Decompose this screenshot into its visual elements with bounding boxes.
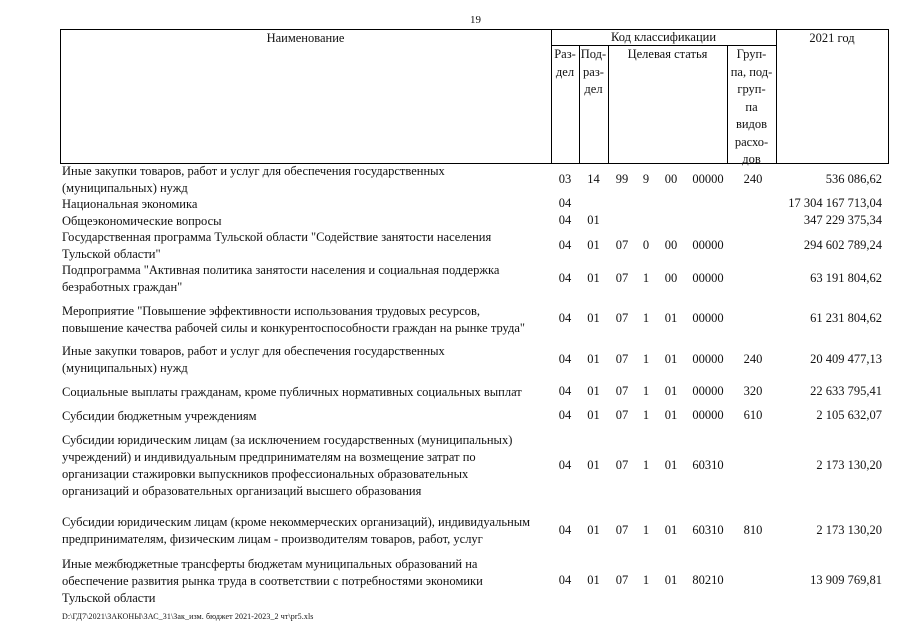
cell-amount: 2 173 130,20 bbox=[816, 458, 882, 472]
cell-razdel: 04 bbox=[558, 458, 572, 472]
cell-target-program: 07 bbox=[615, 573, 629, 587]
cell-target-direction: 00000 bbox=[692, 238, 724, 252]
cell-podrazdel: 01 bbox=[587, 384, 600, 398]
cell-amount: 536 086,62 bbox=[825, 172, 882, 186]
cell-target-direction: 60310 bbox=[692, 458, 724, 472]
cell-amount: 294 602 789,24 bbox=[803, 238, 882, 252]
row-name: Подпрограмма "Активная политика занятости населения и социальная поддержка безработных граждан" bbox=[62, 263, 500, 294]
cell-target-subprogram: 1 bbox=[642, 458, 650, 472]
header-code-group: Код классификации bbox=[610, 30, 717, 44]
table-row bbox=[0, 196, 905, 213]
cell-razdel: 04 bbox=[558, 408, 572, 422]
cell-target-program: 07 bbox=[615, 458, 629, 472]
cell-amount: 63 191 804,62 bbox=[810, 271, 882, 285]
cell-target-event: 01 bbox=[664, 384, 678, 398]
row-name: Национальная экономика bbox=[62, 197, 198, 211]
table-row bbox=[0, 163, 905, 197]
cell-target-subprogram: 1 bbox=[642, 523, 650, 537]
cell-amount: 20 409 477,13 bbox=[810, 352, 882, 366]
table-row bbox=[0, 229, 905, 263]
cell-podrazdel: 01 bbox=[587, 458, 600, 472]
cell-podrazdel: 01 bbox=[587, 238, 600, 252]
cell-target-subprogram: 1 bbox=[642, 384, 650, 398]
cell-target-event: 01 bbox=[664, 523, 678, 537]
page-number: 19 bbox=[470, 14, 481, 26]
header-name: Наименование bbox=[266, 31, 345, 45]
cell-razdel: 04 bbox=[558, 213, 572, 227]
row-name: Мероприятие "Повышение эффективности использования трудовых ресурсов, повышение качества рабочей силы и конкурентоспособности граждан на рынке труда" bbox=[62, 304, 526, 335]
cell-target-subprogram: 1 bbox=[642, 352, 650, 366]
cell-razdel: 04 bbox=[558, 196, 572, 210]
cell-target-event: 00 bbox=[664, 172, 678, 186]
cell-podrazdel: 01 bbox=[587, 311, 600, 325]
cell-expense-type: 240 bbox=[743, 172, 763, 186]
cell-expense-type: 810 bbox=[743, 523, 763, 537]
cell-target-subprogram: 1 bbox=[642, 271, 650, 285]
row-name: Иные межбюджетные трансферты бюджетам муниципальных образований на обеспечение развития рынка труда в соответствии с потребностями экономики Тульской области bbox=[62, 557, 483, 605]
header-podrazdel: Под- раз- дел bbox=[580, 47, 607, 96]
cell-podrazdel: 01 bbox=[587, 352, 600, 366]
cell-expense-type: 240 bbox=[743, 352, 763, 366]
row-name: Иные закупки товаров, работ и услуг для обеспечения государственных (муниципальных) нужд bbox=[62, 164, 445, 195]
cell-target-program: 07 bbox=[615, 523, 629, 537]
cell-target-program: 07 bbox=[615, 311, 629, 325]
header-group: Груп- па, под- груп- па видов расхо- дов bbox=[730, 47, 773, 166]
cell-podrazdel: 01 bbox=[587, 523, 600, 537]
cell-razdel: 04 bbox=[558, 238, 572, 252]
cell-razdel: 04 bbox=[558, 352, 572, 366]
table-row bbox=[0, 303, 905, 337]
cell-target-program: 07 bbox=[615, 384, 629, 398]
row-name: Государственная программа Тульской области "Содействие занятости населения Тульской области" bbox=[62, 230, 492, 261]
cell-target-event: 01 bbox=[664, 352, 678, 366]
cell-target-program: 07 bbox=[615, 271, 629, 285]
cell-amount: 17 304 167 713,04 bbox=[788, 196, 882, 210]
cell-podrazdel: 01 bbox=[587, 271, 600, 285]
cell-target-program: 07 bbox=[615, 238, 629, 252]
header-year: 2021 год bbox=[809, 31, 855, 45]
cell-target-event: 01 bbox=[664, 458, 678, 472]
cell-target-subprogram: 1 bbox=[642, 573, 650, 587]
cell-podrazdel: 01 bbox=[587, 213, 600, 227]
table-row bbox=[0, 262, 905, 296]
cell-razdel: 03 bbox=[558, 172, 572, 186]
cell-target-program: 99 bbox=[615, 172, 629, 186]
table-row bbox=[0, 384, 905, 401]
cell-target-subprogram: 9 bbox=[642, 172, 650, 186]
file-path-footer: D:\ГД7\2021\ЗАКОНЫ\ЗАС_31\Зак_изм. бюджет 2021-2023_2 чт\pr5.xls bbox=[62, 612, 314, 621]
cell-target-program: 07 bbox=[615, 408, 629, 422]
cell-target-event: 00 bbox=[664, 271, 678, 285]
cell-amount: 347 229 375,34 bbox=[803, 213, 882, 227]
table-row bbox=[0, 408, 905, 425]
cell-amount: 2 173 130,20 bbox=[816, 523, 882, 537]
cell-target-direction: 60310 bbox=[692, 523, 724, 537]
row-name: Общеэкономические вопросы bbox=[62, 214, 222, 228]
cell-target-subprogram: 0 bbox=[642, 238, 650, 252]
row-name: Субсидии бюджетным учреждениям bbox=[62, 409, 257, 423]
cell-target-direction: 00000 bbox=[692, 172, 724, 186]
cell-amount: 22 633 795,41 bbox=[810, 384, 882, 398]
row-name: Социальные выплаты гражданам, кроме публичных нормативных социальных выплат bbox=[62, 385, 522, 399]
cell-podrazdel: 14 bbox=[587, 172, 600, 186]
cell-target-direction: 00000 bbox=[692, 311, 724, 325]
cell-expense-type: 610 bbox=[743, 408, 763, 422]
cell-amount: 2 105 632,07 bbox=[816, 408, 882, 422]
cell-target-direction: 80210 bbox=[692, 573, 724, 587]
row-name: Субсидии юридическим лицам (за исключением государственных (муниципальных) учреждений) и индивидуальным предпринимателям на возмещение затрат по организации стажировки выпускников профессиональных образовательных организаций и образовательных организаций высшего образования bbox=[62, 433, 513, 498]
row-name: Субсидии юридическим лицам (кроме некоммерческих организаций), индивидуальным предпринимателям, физическим лицам - производителям товаров, работ, услуг bbox=[62, 515, 531, 546]
table-row bbox=[0, 432, 905, 500]
cell-target-direction: 00000 bbox=[692, 408, 724, 422]
cell-expense-type: 320 bbox=[743, 384, 763, 398]
table-row bbox=[0, 514, 905, 548]
row-name: Иные закупки товаров, работ и услуг для обеспечения государственных (муниципальных) нужд bbox=[62, 344, 445, 375]
cell-target-direction: 00000 bbox=[692, 352, 724, 366]
cell-razdel: 04 bbox=[558, 311, 572, 325]
cell-target-event: 01 bbox=[664, 573, 678, 587]
cell-target-subprogram: 1 bbox=[642, 408, 650, 422]
cell-razdel: 04 bbox=[558, 384, 572, 398]
header-razdel: Раз- дел bbox=[554, 47, 576, 79]
cell-amount: 61 231 804,62 bbox=[810, 311, 882, 325]
cell-razdel: 04 bbox=[558, 573, 572, 587]
cell-target-program: 07 bbox=[615, 352, 629, 366]
cell-razdel: 04 bbox=[558, 271, 572, 285]
cell-target-subprogram: 1 bbox=[642, 311, 650, 325]
cell-target-event: 01 bbox=[664, 408, 678, 422]
cell-target-direction: 00000 bbox=[692, 384, 724, 398]
header-target: Целевая статья bbox=[627, 47, 708, 61]
table-row bbox=[0, 343, 905, 377]
cell-podrazdel: 01 bbox=[587, 408, 600, 422]
cell-target-direction: 00000 bbox=[692, 271, 724, 285]
cell-amount: 13 909 769,81 bbox=[810, 573, 882, 587]
cell-target-event: 00 bbox=[664, 238, 678, 252]
cell-podrazdel: 01 bbox=[587, 573, 600, 587]
table-row bbox=[0, 213, 905, 230]
cell-razdel: 04 bbox=[558, 523, 572, 537]
cell-target-event: 01 bbox=[664, 311, 678, 325]
table-row bbox=[0, 556, 905, 607]
